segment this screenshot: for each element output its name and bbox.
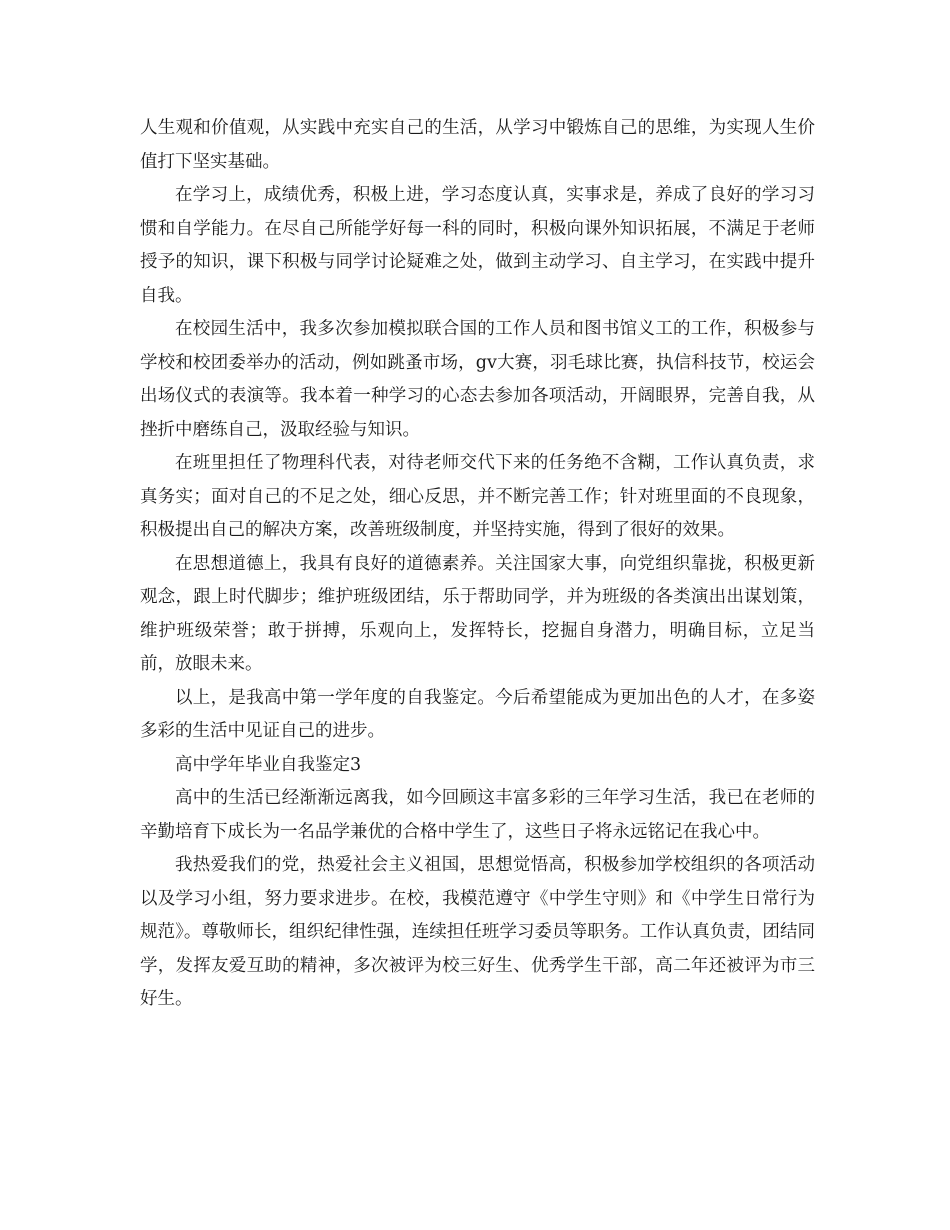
paragraph-morality: 在思想道德上，我具有良好的道德素养。关注国家大事，向党组织靠拢，积极更新观念，跟上时代脚步；维护班级团结，乐于帮助同学，并为班级的各类演出出谋划策，维护班级荣誉；敢于拼搏，乐观向上，发挥特长，挖掘自身潜力，明确目标，立足当前，放眼未来。 — [140, 553, 815, 674]
paragraph-summary: 以上，是我高中第一学年度的自我鉴定。今后希望能成为更加出色的人才，在多姿多彩的生活中见证自己的进步。 — [140, 687, 815, 741]
paragraph-study: 在学习上，成绩优秀，积极上进，学习态度认真，实事求是，养成了良好的学习习惯和自学能力。在尽自己所能学好每一科的同时，积极向课外知识拓展，不满足于老师授予的知识，课下积极与同学讨论疑难之处，做到主动学习、自主学习，在实践中提升自我。 — [140, 185, 815, 306]
document-page — [140, 112, 815, 1017]
paragraph-conduct: 我热爱我们的党，热爱社会主义祖国，思想觉悟高，积极参加学校组织的各项活动以及学习小组，努力要求进步。在校，我模范遵守《中学生守则》和《中学生日常行为规范》。尊敬师长，组织纪律性强，连续担任班学习委员等职务。工作认真负责，团结同学，发挥友爱互助的精神，多次被评为校三好生、优秀学生干部，高二年还被评为市三好生。 — [140, 855, 815, 1009]
section-title: 高中学年毕业自我鉴定3 — [175, 754, 362, 775]
paragraph-class-role: 在班里担任了物理科代表，对待老师交代下来的任务绝不含糊，工作认真负责，求真务实；面对自己的不足之处，细心反思，并不断完善工作；针对班里面的不良现象，积极提出自己的解决方案，改善班级制度，并坚持实施，得到了很好的效果。 — [140, 453, 815, 540]
paragraph-campus-life: 在校园生活中，我多次参加模拟联合国的工作人员和图书馆义工的工作，积极参与学校和校团委举办的活动，例如跳蚤市场，gv大赛，羽毛球比赛，执信科技节，校运会出场仪式的表演等。我本着一种学习的心态去参加各项活动，开阔眼界，完善自我，从挫折中磨练自己，汲取经验与知识。 — [140, 319, 815, 440]
paragraph-continuation: 人生观和价值观，从实践中充实自己的生活，从学习中锻炼自己的思维，为实现人生价值打下坚实基础。 — [140, 118, 815, 172]
paragraph-reflection: 高中的生活已经渐渐远离我，如今回顾这丰富多彩的三年学习生活，我已在老师的辛勤培育下成长为一名品学兼优的合格中学生了，这些日子将永远铭记在我心中。 — [140, 788, 815, 842]
